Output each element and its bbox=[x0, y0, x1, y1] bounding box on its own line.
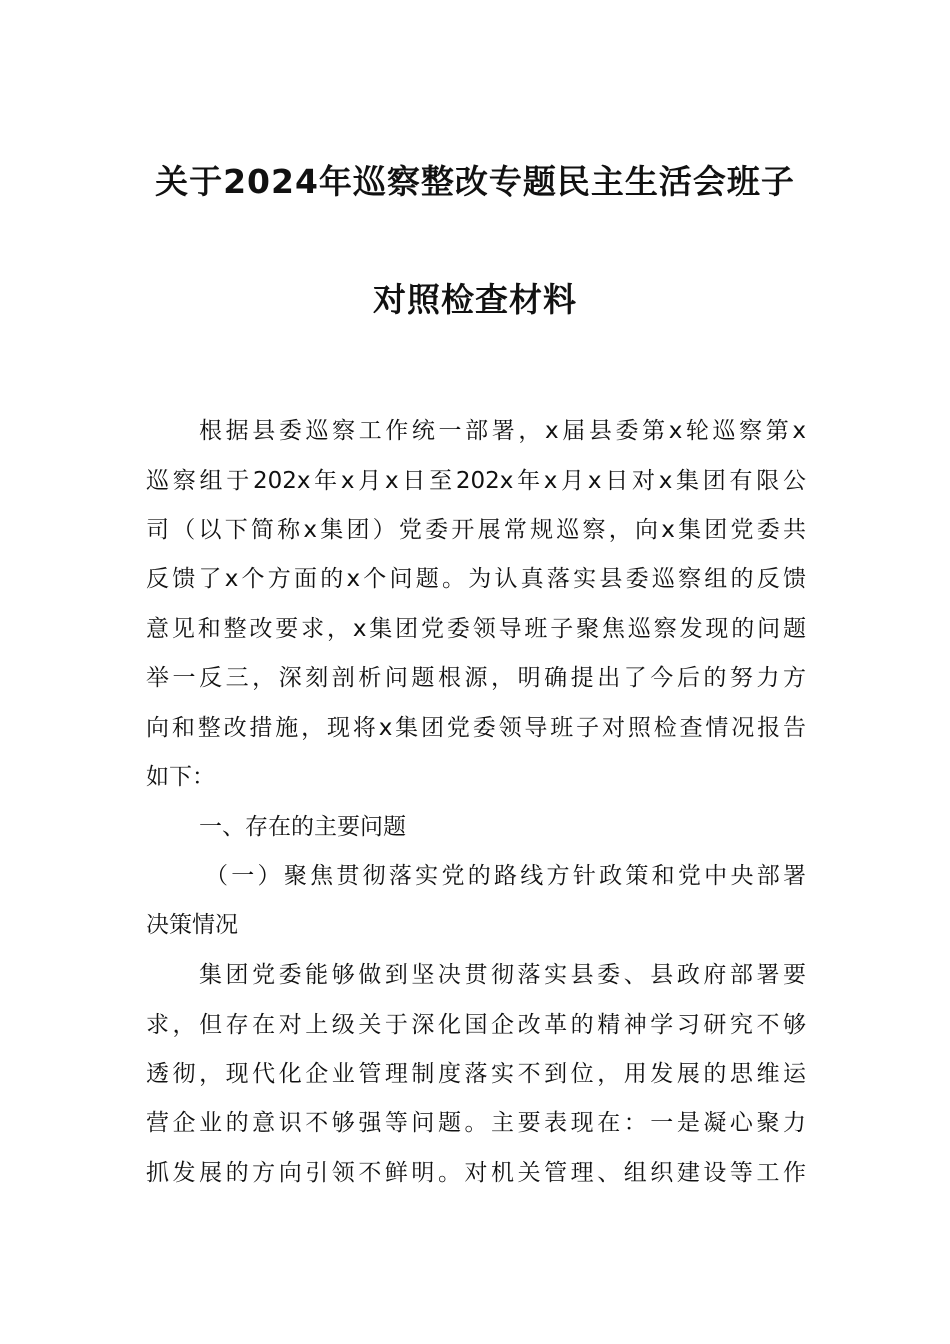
paragraph-1-line: 巡察组于202x年x月x日至202x年x月x日对x集团有限公 bbox=[146, 468, 806, 494]
subsection-1-heading-line: （一）聚焦贯彻落实党的路线方针政策和党中央部署 bbox=[205, 863, 806, 889]
paragraph-1-line: 意见和整改要求，x集团党委领导班子聚焦巡察发现的问题 bbox=[146, 616, 806, 642]
paragraph-2-line: 抓发展的方向引领不鲜明。对机关管理、组织建设等工作 bbox=[146, 1160, 806, 1186]
paragraph-2-line: 透彻，现代化企业管理制度落实不到位，用发展的思维运 bbox=[146, 1061, 806, 1087]
paragraph-1-line: 如下： bbox=[146, 764, 215, 790]
paragraph-2-line: 营企业的意识不够强等问题。主要表现在：一是凝心聚力 bbox=[146, 1110, 806, 1136]
paragraph-1-line: 举一反三，深刻剖析问题根源，明确提出了今后的努力方 bbox=[146, 665, 806, 691]
paragraph-1-line: 向和整改措施，现将x集团党委领导班子对照检查情况报告 bbox=[146, 715, 806, 741]
paragraph-1-line: 根据县委巡察工作统一部署，x届县委第x轮巡察第x bbox=[199, 418, 806, 444]
subsection-1-heading-line: 决策情况 bbox=[146, 912, 238, 938]
paragraph-2-line: 集团党委能够做到坚决贯彻落实县委、县政府部署要 bbox=[199, 962, 806, 988]
paragraph-1-line: 反馈了x个方面的x个问题。为认真落实县委巡察组的反馈 bbox=[146, 566, 806, 592]
paragraph-2-line: 求，但存在对上级关于深化国企改革的精神学习研究不够 bbox=[146, 1012, 806, 1038]
section-1-heading: 一、存在的主要问题 bbox=[199, 814, 406, 840]
document-title-line-1: 关于2024年巡察整改专题民主生活会班子 bbox=[155, 162, 795, 201]
paragraph-1-line: 司（以下简称x集团）党委开展常规巡察，向x集团党委共 bbox=[146, 517, 806, 543]
document-title-line-2: 对照检查材料 bbox=[373, 280, 577, 319]
